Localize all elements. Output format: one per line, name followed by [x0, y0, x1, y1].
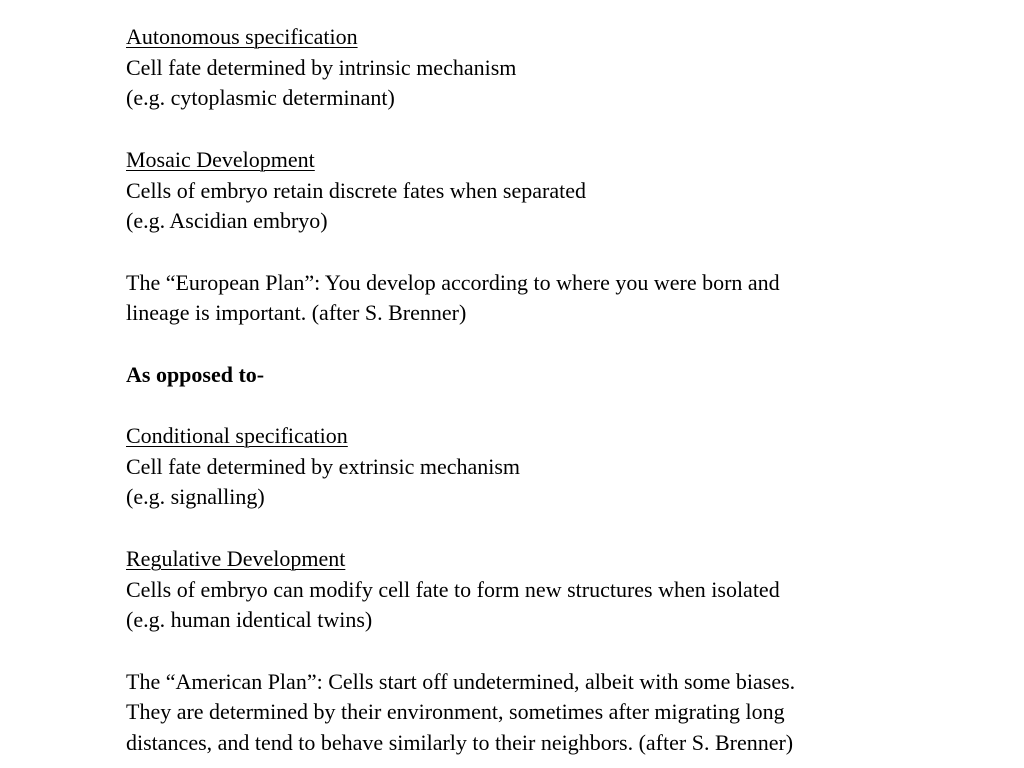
- body-text-line: distances, and tend to behave similarly to their neighbors. (after S. Brenner): [126, 730, 794, 756]
- paragraph-spacer: [126, 329, 1024, 360]
- paragraph-spacer: [126, 237, 1024, 268]
- section-conditional-specification: [126, 421, 1024, 513]
- body-text-line: lineage is important. (after S. Brenner): [126, 300, 467, 326]
- section-heading: Regulative Development: [126, 545, 346, 571]
- body-text-line: The “American Plan”: Cells start off undetermined, albeit with some biases.: [126, 668, 796, 694]
- example-text-line: (e.g. Ascidian embryo): [126, 208, 328, 234]
- body-text-line: Cell fate determined by intrinsic mechanism: [126, 54, 517, 80]
- section-heading: Mosaic Development: [126, 146, 315, 172]
- body-text-line: They are determined by their environment, sometimes after migrating long: [126, 699, 785, 725]
- section-american-plan: [126, 667, 1024, 759]
- body-text-line: Cells of embryo can modify cell fate to form new structures when isolated: [126, 576, 780, 602]
- example-text-line: (e.g. human identical twins): [126, 607, 373, 633]
- paragraph-spacer: [126, 513, 1024, 544]
- example-text-line: (e.g. signalling): [126, 484, 265, 510]
- body-text-line: The “European Plan”: You develop according to where you were born and: [126, 269, 780, 295]
- body-text-line: Cell fate determined by extrinsic mechanism: [126, 453, 521, 479]
- body-text-line: Cells of embryo retain discrete fates when separated: [126, 177, 586, 203]
- section-heading: Autonomous specification: [126, 24, 358, 49]
- paragraph-spacer: [126, 636, 1024, 667]
- section-heading: Conditional specification: [126, 423, 348, 449]
- section-autonomous-specification: [126, 22, 1024, 114]
- section-regulative-development: [126, 544, 1024, 636]
- section-transition: [126, 360, 1024, 391]
- section-mosaic-development: [126, 145, 1024, 237]
- paragraph-spacer: [126, 390, 1024, 421]
- example-text-line: (e.g. cytoplasmic determinant): [126, 85, 395, 111]
- paragraph-spacer: [126, 114, 1024, 145]
- transition-text: As opposed to-: [126, 361, 265, 387]
- section-european-plan: [126, 268, 1024, 329]
